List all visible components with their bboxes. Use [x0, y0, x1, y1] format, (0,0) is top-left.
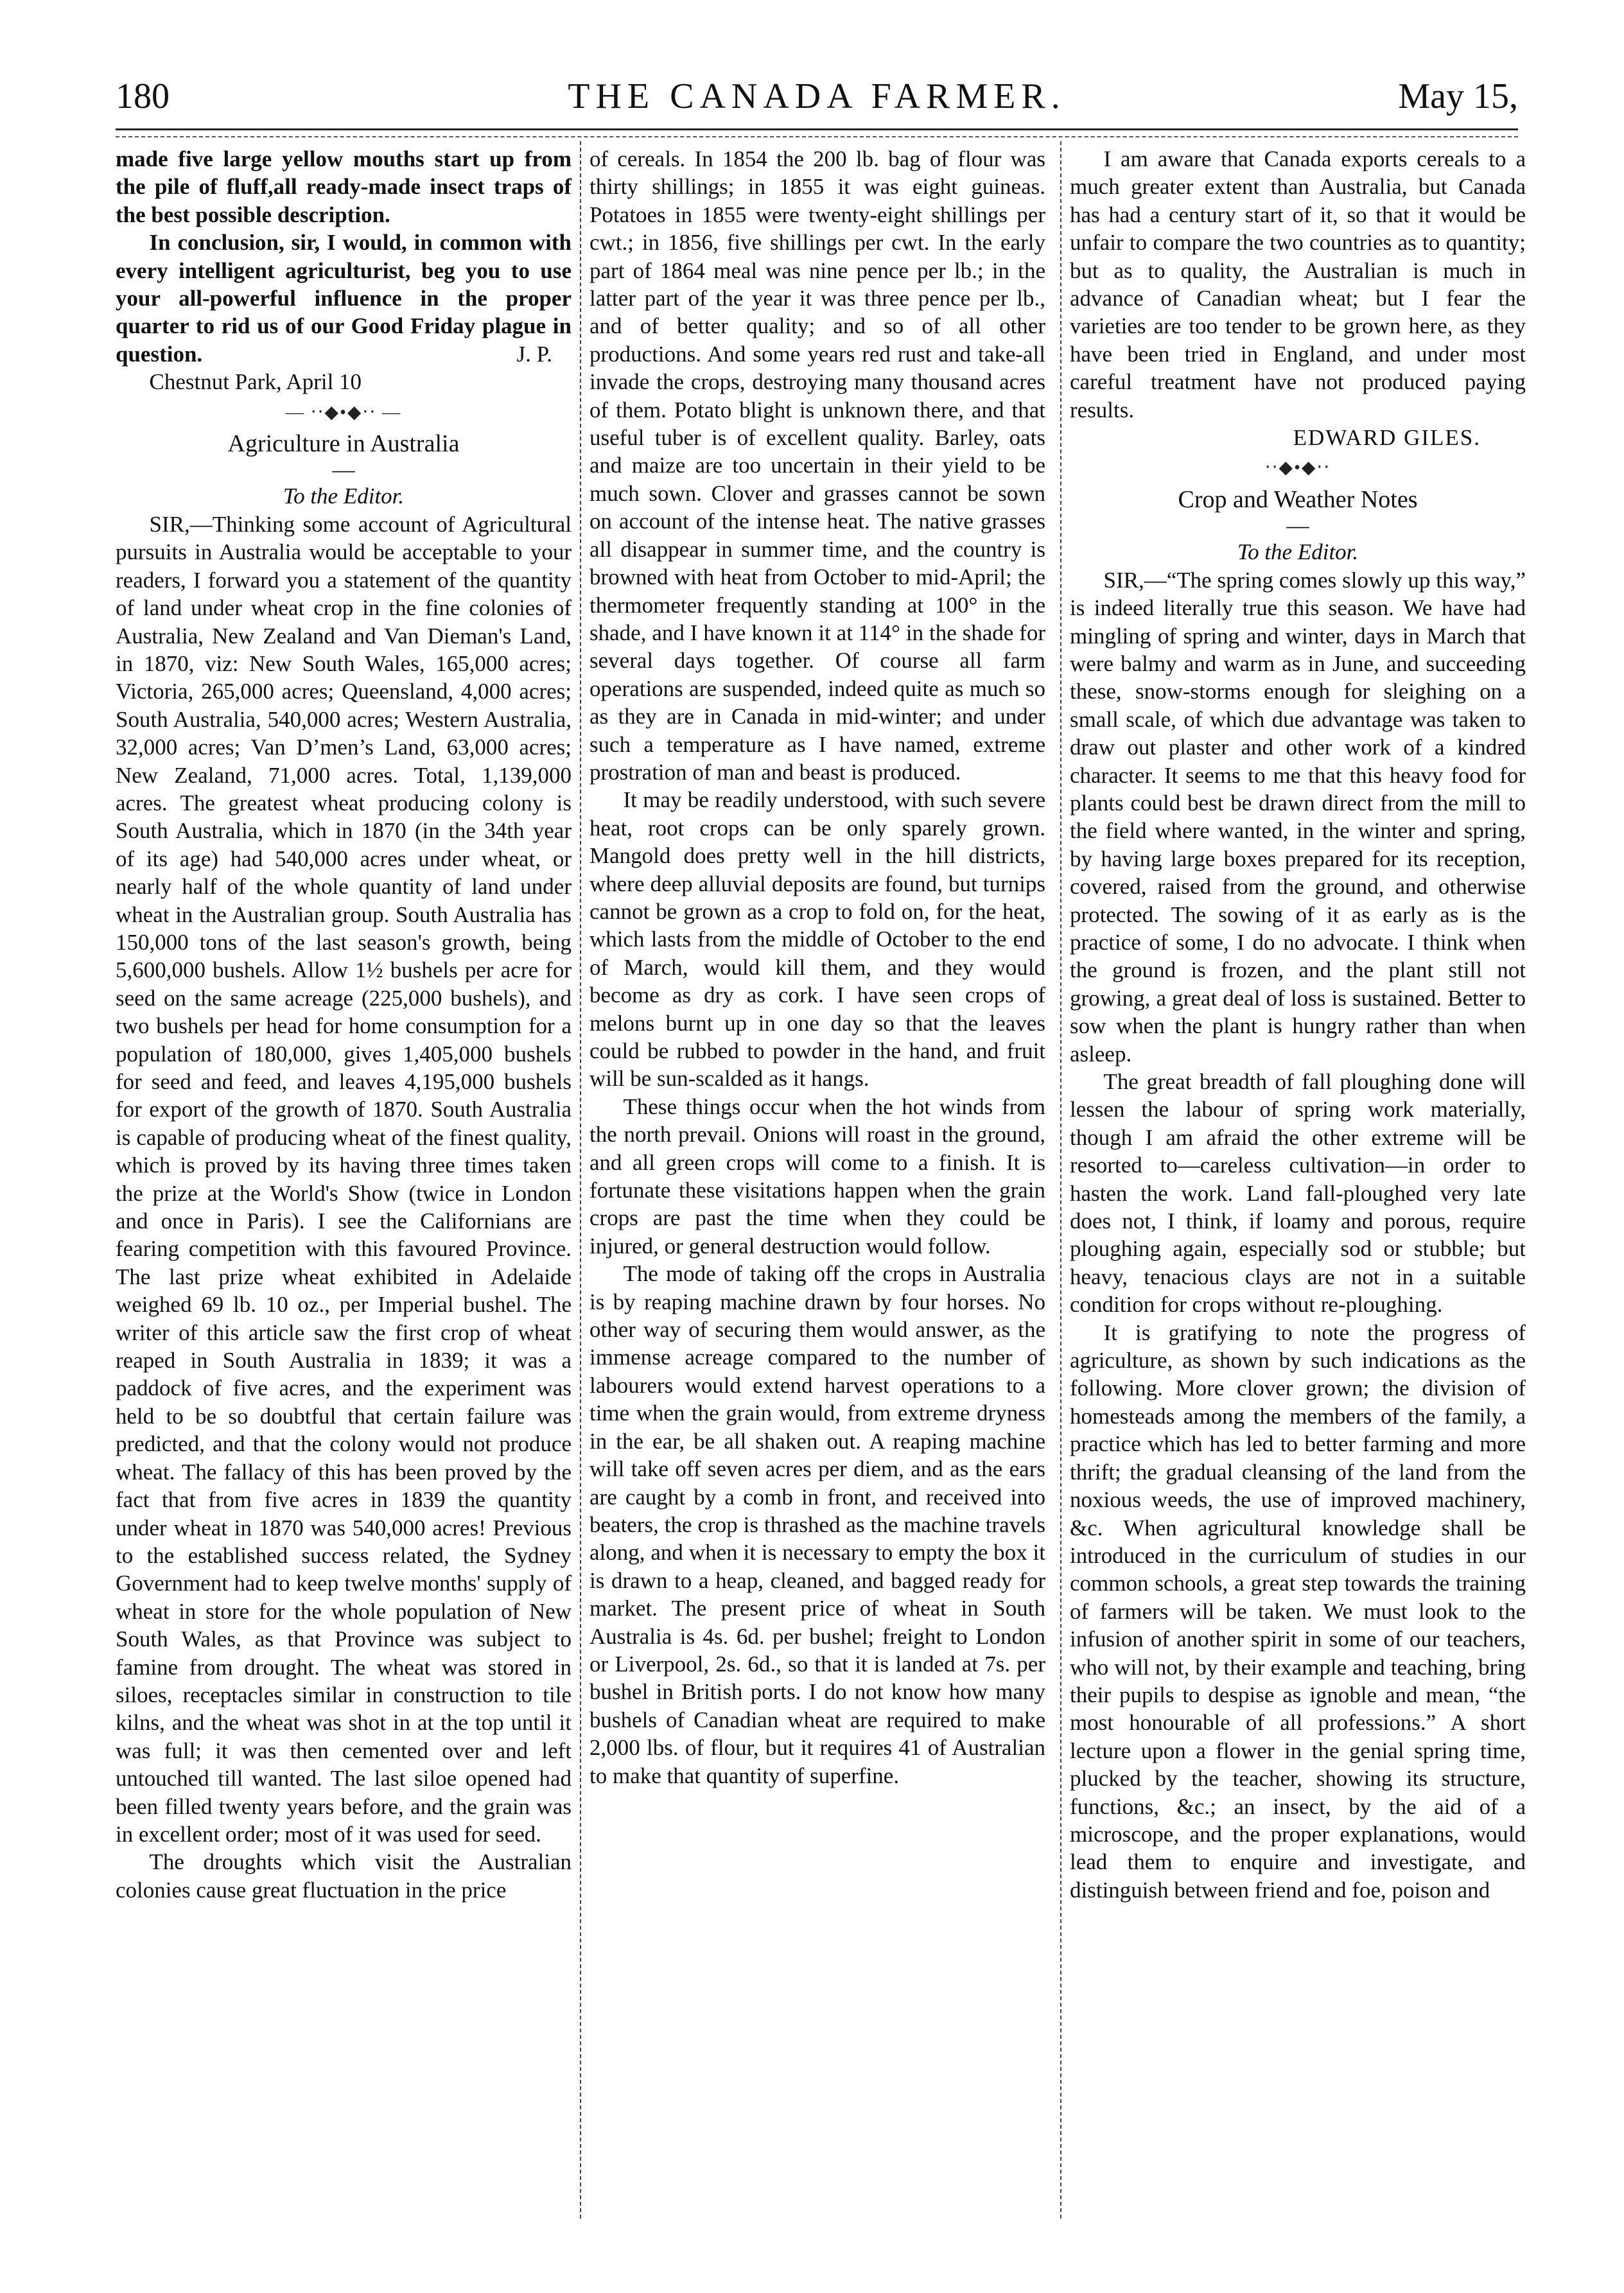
place-date: Chestnut Park, April 10 — [149, 369, 362, 395]
issue-date: May 15, — [1398, 76, 1518, 116]
paragraph: These things occur when the hot winds from the north prevail. Onions will roast in the ground, and all green crops will come to a finish. It is fortunate these visitations happen when the grain crops are past the time when they could be injured, or general destruction would follow. — [589, 1094, 1045, 1259]
paragraph: The droughts which visit the Australian colonies cause great fluctuation in the price — [116, 1849, 572, 1903]
column-2 — [589, 145, 1045, 1790]
section-ornament: ‧‧◆•◆‧‧ — [1264, 458, 1331, 478]
header-dashed-rule — [116, 136, 1518, 137]
paragraph: SIR,—Thinking some account of Agricultural pursuits in Australia would be acceptable to your readers, I forward you a statement of the quantity of land under wheat crop in the fine colonies of Australia, New Zealand and Van Dieman's Land, in 1870, viz: New South Wales, 165,000 acres; Victoria, 265,000 acres; Queensland, 4,000 acres; South Australia, 540,000 acres; Western Australia, 32,000 acres; Van D’men’s Land, 63,000 acres; New Zealand, 71,000 acres. Total, 1,139,000 acres. The greatest wheat producing colony is South Australia, which in 1870 (in the 34th year of its age) had 540,000 acres under wheat, or nearly half of the whole quantity of land under wheat in the Australian group. South Australia has 150,000 tons of the last season's growth, being 5,600,000 bushels. Allow 1½ bushels per acre for seed on the same acreage (225,000 bushels), and two bushels per head for home consumption for a population of 180,000, gives 1,405,000 bushels for seed and feed, and leaves 4,195,000 bushels for export of the growth of 1870. South Australia is capable of producing wheat of the finest quality, which is proved by its having three times taken the prize at the World's Show (twice in London and once in Paris). I see the Californians are fearing competition with this favoured Province. The last prize wheat exhibited in Adelaide weighed 69 lb. 10 oz., per Imperial bushel. The writer of this article saw the first crop of wheat reaped in South Australia in 1839; it was a paddock of five acres, and the experiment was held to be so doubtful that certain failure was predicted, and that the colony would not produce wheat. The fallacy of this has been proved by the fact that from five acres in 1839 the quantity under wheat in 1870 was 540,000 acres! Previous to the established success related, the Sydney Government had to keep twelve months' supply of wheat in store for the whole population of New South Wales, as that Province was subject to famine from drought. The wheat was stored in siloes, receptacles similar in construction to tile kilns, and the wheat was shot in at the top until it was full; it was then cemented over and left untouched till wanted. The last siloe opened had been filled twenty years before, and the grain was in excellent order; most of it was used for seed. — [116, 511, 572, 1847]
paragraph: SIR,—“The spring comes slowly up this way,” is indeed literally true this season. We have had mingling of spring and winter, days in March that were balmy and warm as in June, and succeeding these, snow-storms enough for sleighing on a small scale, of which due advantage was taken to draw out plaster and other work of a kindred character. It seems to me that this heavy food for plants could best be drawn direct from the mill to the field where wanted, in the winter and spring, by having large boxes prepared for its reception, covered, raised from the ground, and otherwise protected. The sowing of it as early as is the practice of some, I do no advocate. I think when the ground is frozen, and the plant still not growing, a great deal of loss is sustained. Better to sow when the plant is hungry rather than when asleep. — [1070, 567, 1526, 1067]
paragraph: made five large yellow mouths start up from the pile of fluff,all ready-made insect traps of the best possible description. — [116, 146, 572, 227]
page-number: 180 — [116, 76, 170, 116]
paragraph: It may be readily understood, with such severe heat, root crops can be only sparely grown. Mangold does pretty well in the hill districts, where deep alluvial deposits are found, but turnips cannot be grown as a crop to fold on, for the heat, which lasts from the middle of October to the end of March, would kill them, and they would become as dry as cork. I have seen crops of melons burnt up in one day so that the leaves could be rubbed to powder in the hand, and fruit will be sun-scalded as it hangs. — [589, 787, 1045, 1092]
paragraph: I am aware that Canada exports cereals to a much greater extent than Australia, but Canada has had a century start of it, so that it would be unfair to compare the two countries as to quantity; but as to quality, the Australian is much in advance of Canadian wheat; but I fear the varieties are too tender to be grown here, as they have been tried in England, and under most careful treatment have not produced paying results. — [1070, 146, 1526, 423]
paragraph: It is gratifying to note the progress of agriculture, as shown by such indications as the following. More clover grown; the division of homesteads among the members of the family, a practice which has led to better farming and more thrift; the gradual cleansing of the land from the noxious weeds, the use of improved machinery, &c. When agricultural knowledge shall be introduced in the curriculum of studies in our common schools, a great step towards the training of farmers will be taken. We must look to the infusion of another spirit in some of our teachers, who will not, by their example and teaching, bring their pupils to despise as ignoble and mean, “the most honourable of all professions.” A short lecture upon a flower in the genial spring time, plucked by the teacher, showing its structure, functions, &c.; an insect, by the aid of a microscope, and the proper explanations, would lead them to enquire and investigate, and distinguish between friend and foe, poison and — [1070, 1320, 1526, 1903]
paragraph: The mode of taking off the crops in Australia is by reaping machine drawn by four horses. No other way of securing them would answer, as the immense acreage compared to the number of labourers would extend harvest operations to a time when the grain would, from extreme dryness in the ear, be all shaken out. A reaping machine will take off seven acres per diem, and as the ears are caught by a comb in front, and received into beaters, the crop is thrashed as the machine travels along, and when it is necessary to empty the box it is drawn to a heap, cleaned, and bagged ready for market. The present price of wheat in South Australia is 4s. 6d. per bushel; freight to London or Liverpool, 2s. 6d., so that it is landed at 7s. per bushel in British ports. I do not know how many bushels of Canadian wheat are required to make 2,000 lbs. of flour, but it requires 41 of Australian to make that quantity of superfine. — [589, 1261, 1045, 1788]
article-title: Agriculture in Australia — [227, 430, 460, 458]
paragraph: of cereals. In 1854 the 200 lb. bag of flour was thirty shillings; in 1855 it was eight guineas. Potatoes in 1855 were twenty-eight shillings per cwt.; in 1856, five shillings per cwt. In the early part of 1864 meal was nine pence per lb.; in the latter part of the year it was three pence per lb., and of better quality; and so of all other productions. And some years red rust and take-all invade the crops, destroying many thousand acres of them. Potato blight is unknown there, and that useful tuber is of excellent quality. Barley, oats and maize are too uncertain in their yield to be much sown. Clover and grasses cannot be sown on account of the intense heat. The native grasses all disappear in summer time, and the country is browned with heat from October to mid-April; the thermometer frequently standing at 100° in the shade, and I have known it at 114° in the shade for several days together. Of course all farm operations are suspended, indeed quite as much so as they are in Canada in mid-winter; and under such a temperature as I have named, extreme prostration of man and beast is produced. — [589, 146, 1045, 785]
paragraph — [116, 229, 572, 368]
page-header — [116, 76, 1518, 127]
signature: EDWARD GILES. — [1293, 425, 1481, 451]
column-divider-2 — [1060, 141, 1061, 2219]
column-divider-1 — [580, 141, 581, 2219]
column-1 — [116, 145, 572, 1904]
paragraph: The great breadth of fall ploughing done will lessen the labour of spring work materially, though I am afraid the other extreme will be resorted to—careless cultivation—in order to hasten the work. Land fall-ploughed very late does not, I think, if loamy and porous, require ploughing again, especially sod or stubble; but heavy, tenacious clays are not in a suitable condition for crops without re-ploughing. — [1070, 1069, 1526, 1318]
author-initials: J. P. — [516, 341, 552, 367]
to-editor-line: To the Editor. — [1237, 539, 1359, 565]
article-title: Crop and Weather Notes — [1178, 485, 1418, 513]
title-dash: — — [332, 457, 355, 483]
column-3 — [1070, 145, 1526, 1904]
title-dash: — — [1286, 513, 1309, 539]
publication-title: THE CANADA FARMER. — [568, 76, 1066, 116]
paragraph-text: In conclusion, sir, I would, in common with every intelligent agriculturist, beg you to use your all-powerful influence in the proper quarter to rid us of our Good Friday plague in question. — [116, 230, 572, 367]
header-rule — [116, 128, 1518, 130]
to-editor-line: To the Editor. — [283, 484, 405, 509]
section-ornament: — ‧‧◆•◆‧‧ — — [285, 402, 402, 423]
